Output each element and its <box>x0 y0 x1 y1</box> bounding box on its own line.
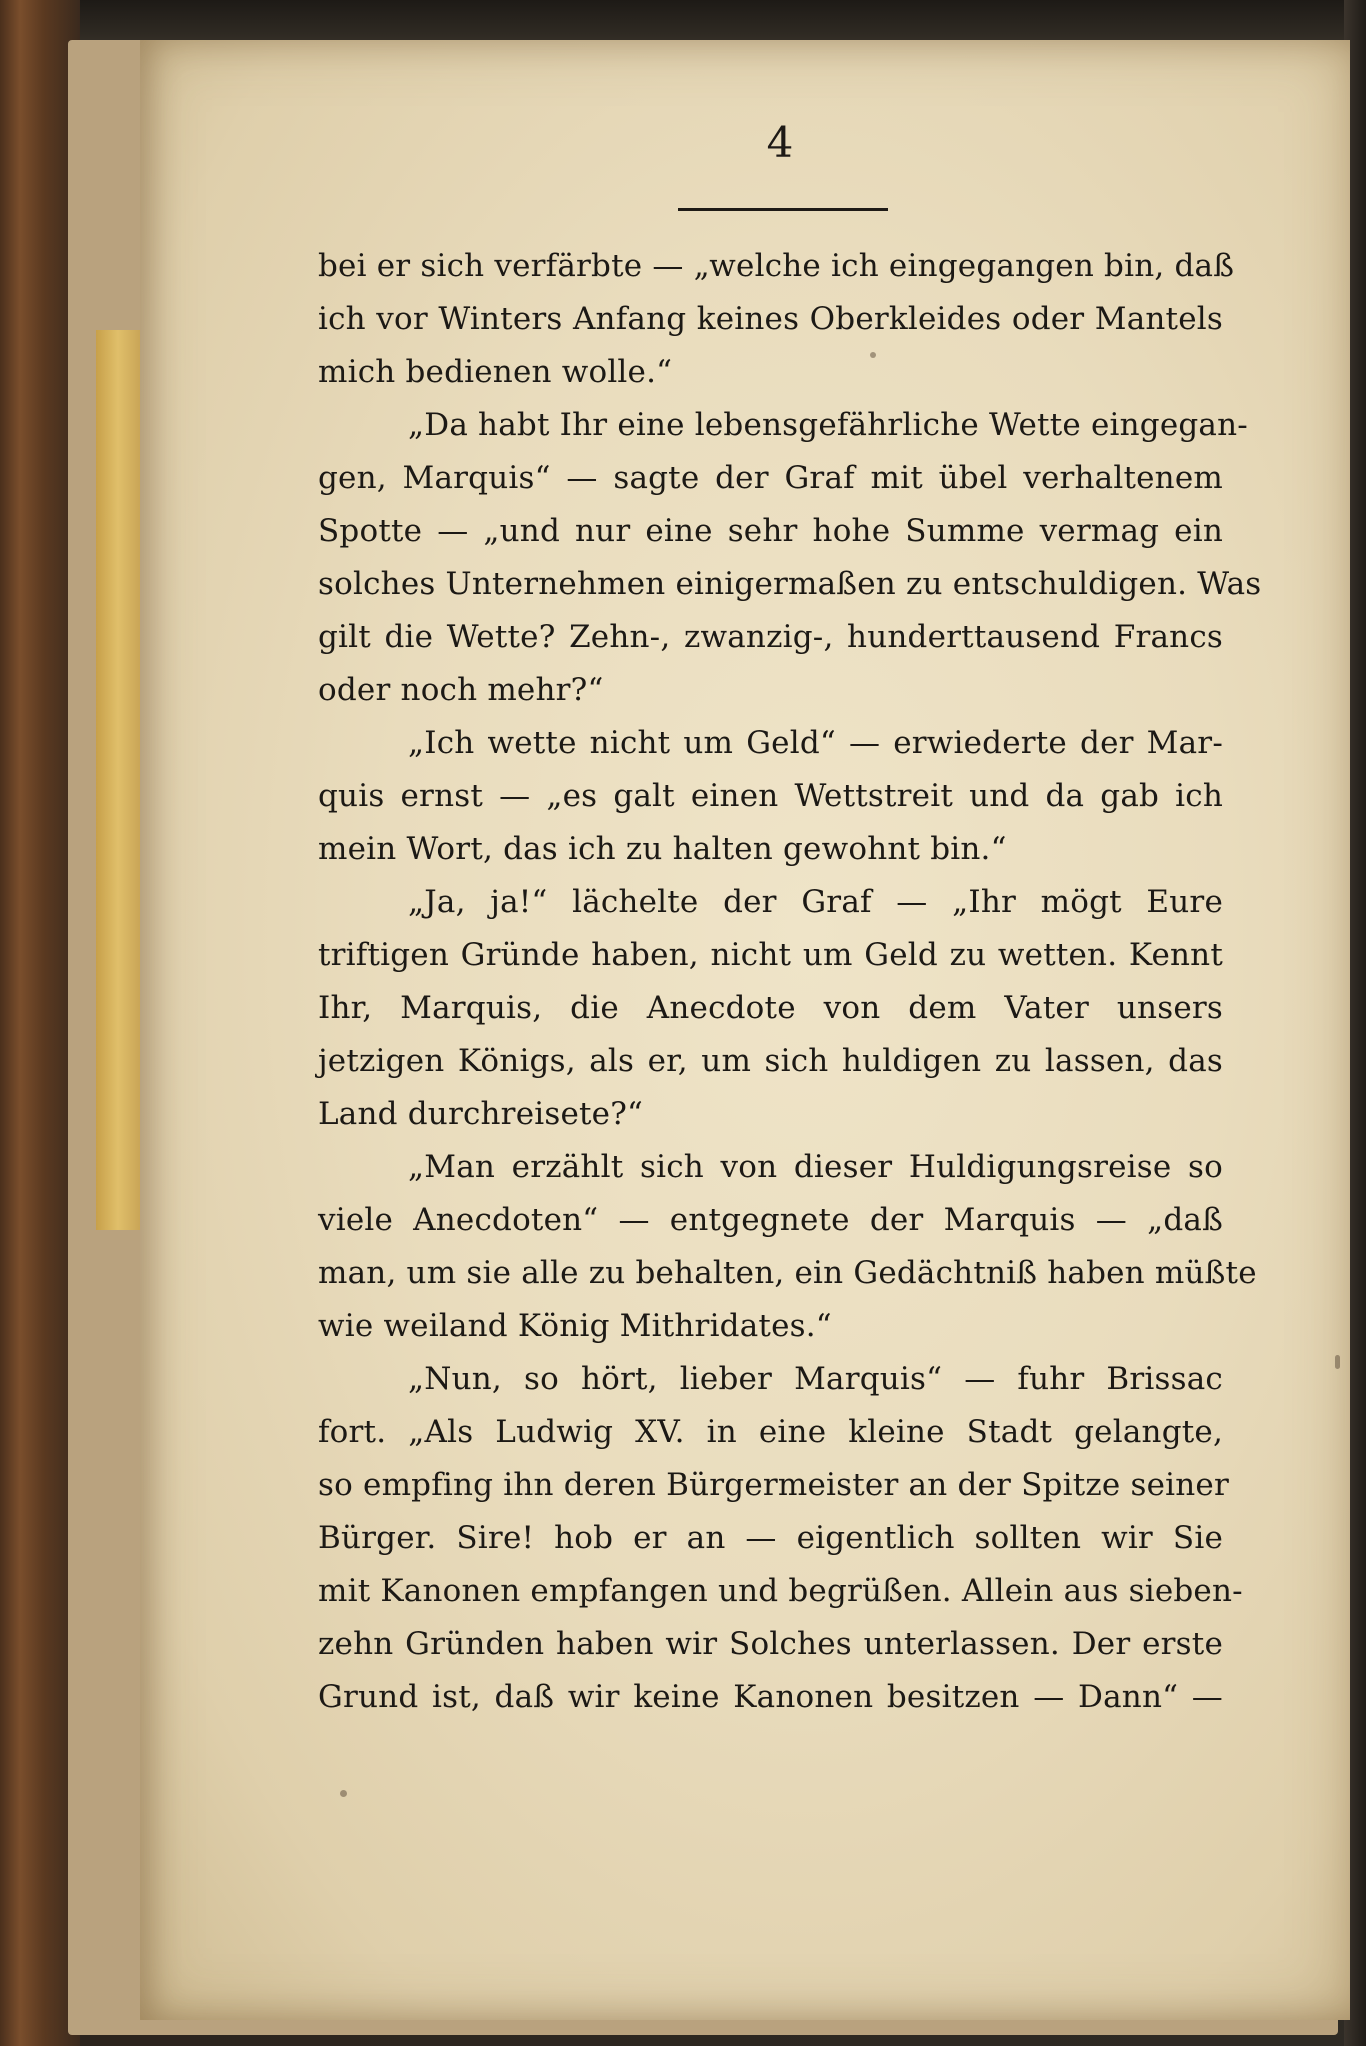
text-line: Bürger. Sire! hob er an — eigentlich sollten wir Sie <box>318 1520 1223 1556</box>
text-line: mich bedienen wolle.“ <box>318 354 673 390</box>
text-line: Grund ist, daß wir keine Kanonen besitzen — Dann“ — <box>318 1679 1223 1715</box>
text-line: triftigen Gründe haben, nicht um Geld zu wetten. Kennt <box>318 937 1223 973</box>
text-line: quis ernst — „es galt einen Wettstreit und da gab ich <box>318 778 1223 814</box>
text-line: „Ja, ja!“ lächelte der Graf — „Ihr mögt Eure <box>408 884 1223 920</box>
text-line: jetzigen Königs, als er, um sich huldigen zu lassen, das <box>318 1043 1223 1079</box>
text-line: wie weiland König Mithridates.“ <box>318 1308 832 1344</box>
paper-speck <box>870 352 876 358</box>
body-text <box>318 240 1262 1724</box>
text-line: gilt die Wette? Zehn-, zwanzig-, hunderttausend Francs <box>318 619 1223 655</box>
text-line: Ihr, Marquis, die Anecdote von dem Vater unsers <box>318 990 1223 1026</box>
text-line: mein Wort, das ich zu halten gewohnt bin.“ <box>318 831 1007 867</box>
text-line: bei er sich verfärbte — „welche ich eingegangen bin, daß <box>318 248 1235 284</box>
text-line: „Nun, so hört, lieber Marquis“ — fuhr Brissac <box>408 1361 1223 1397</box>
text-line: Land durchreisete?“ <box>318 1096 644 1132</box>
text-line: fort. „Als Ludwig XV. in eine kleine Stadt gelangte, <box>318 1414 1223 1450</box>
text-line: Spotte — „und nur eine sehr hohe Summe vermag ein <box>318 513 1223 549</box>
paper-speck <box>1335 1355 1340 1369</box>
paper-speck <box>340 1790 347 1797</box>
text-line: solches Unternehmen einigermaßen zu entschuldigen. Was <box>318 566 1262 602</box>
text-line: oder noch mehr?“ <box>318 672 604 708</box>
text-line: mit Kanonen empfangen und begrüßen. Allein aus sieben- <box>318 1573 1243 1609</box>
page-number: 4 <box>766 118 794 167</box>
page-number-rule <box>678 208 888 211</box>
yellow-paper-strip <box>96 330 140 1230</box>
text-line: viele Anecdoten“ — entgegnete der Marquis — „daß <box>318 1202 1223 1238</box>
text-line: ich vor Winters Anfang keines Oberkleides oder Mantels <box>318 301 1223 337</box>
text-line: so empfing ihn deren Bürgermeister an der Spitze seiner <box>318 1467 1229 1503</box>
text-line: „Man erzählt sich von dieser Huldigungsreise so <box>408 1149 1223 1185</box>
text-line: „Ich wette nicht um Geld“ — erwiederte der Mar- <box>408 725 1223 761</box>
text-line: zehn Gründen haben wir Solches unterlassen. Der erste <box>318 1626 1223 1662</box>
text-line: man, um sie alle zu behalten, ein Gedächtniß haben müßte <box>318 1255 1257 1291</box>
text-line: „Da habt Ihr eine lebensgefährliche Wette eingegan- <box>408 407 1248 443</box>
text-line: gen, Marquis“ — sagte der Graf mit übel verhaltenem <box>318 460 1223 496</box>
